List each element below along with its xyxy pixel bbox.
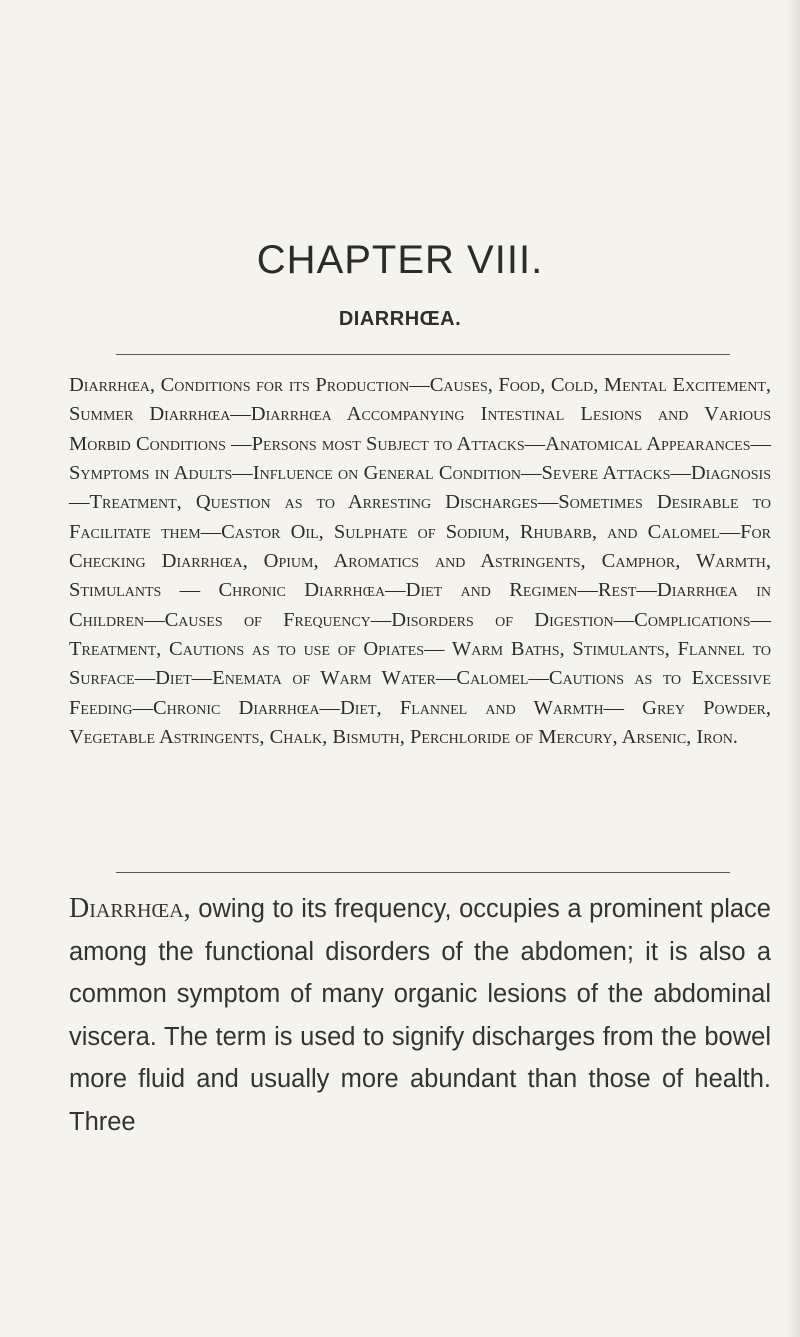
top-rule (116, 354, 730, 355)
lead-word: Diarrhœa, (69, 893, 191, 924)
chapter-subject: DIARRHŒA. (338, 308, 462, 330)
page-edge-shadow (786, 0, 800, 1337)
body-text: owing to its frequency, occupies a prominent place among the functional disorders of the abdomen; it is also a common symptom of many organic lesions of the abdominal viscera. The term is used to signify discharges from the bowel more fluid and usually more abundant than those of health. Three (69, 895, 771, 1136)
body-paragraph (69, 888, 771, 1143)
chapter-title: CHAPTER VIII. (256, 238, 544, 282)
bottom-rule (116, 872, 730, 873)
chapter-synopsis: Diarrhœa, Conditions for its Production—Causes, Food, Cold, Mental Excitement, Summer Diarrhœa—Diarrhœa Accompanying Intestinal Lesions and Various Morbid Conditions —Persons most Subject to Attacks—Anatomical Appearances—Symptoms in Adults—Influence on General Condition—Severe Attacks—Diagnosis—Treatment, Question as to Arresting Discharges—Sometimes Desirable to Facilitate them—Castor Oil, Sulphate of Sodium, Rhubarb, and Calomel—For Checking Diarrhœa, Opium, Aromatics and Astringents, Camphor, Warmth, Stimulants — Chronic Diarrhœa—Diet and Regimen—Rest—Diarrhœa in Children—Causes of Frequency—Disorders of Digestion—Complications—Treatment, Cautions as to use of Opiates— Warm Baths, Stimulants, Flannel to Surface—Diet—Enemata of Warm Water—Calomel—Cautions as to Excessive Feeding—Chronic Diarrhœa—Diet, Flannel and Warmth— Grey Powder, Vegetable Astringents, Chalk, Bismuth, Perchloride of Mercury, Arsenic, Iron. (69, 374, 771, 749)
